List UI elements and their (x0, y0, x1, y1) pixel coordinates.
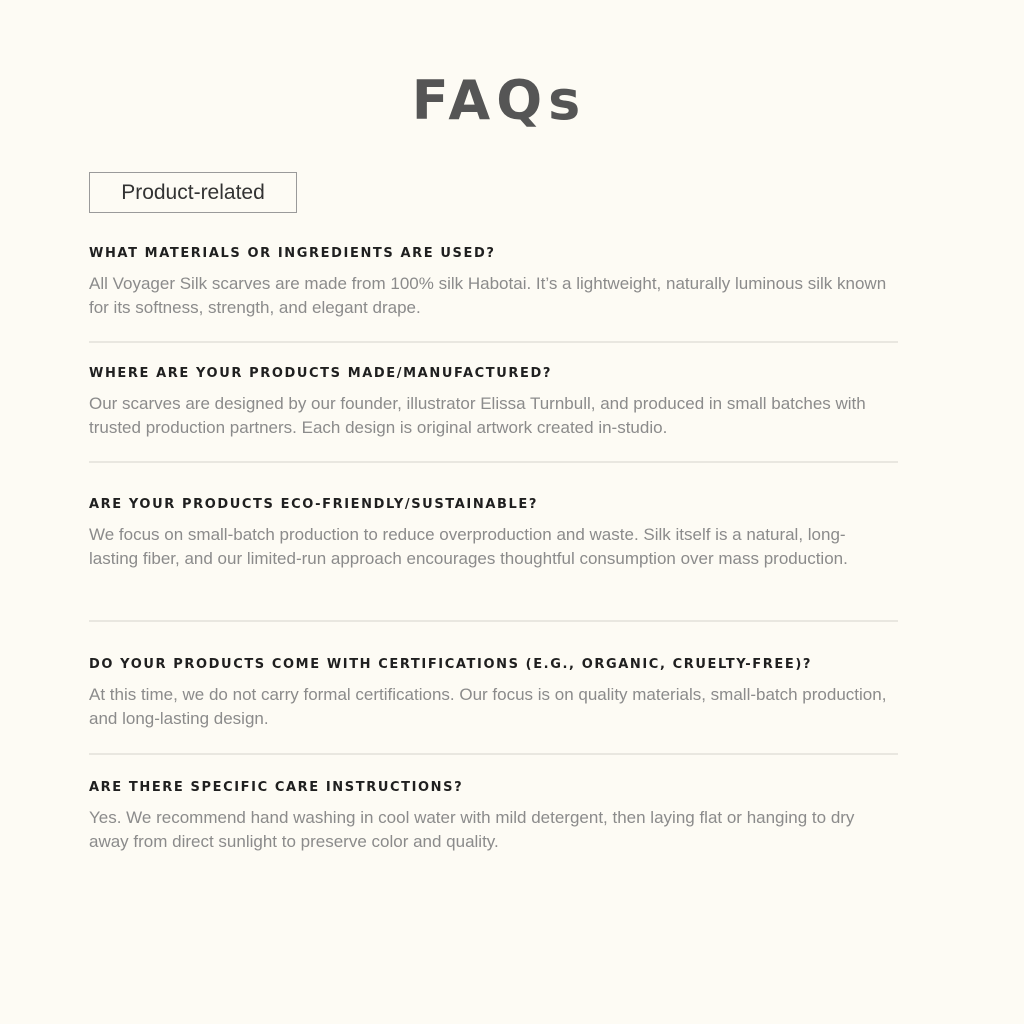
faq-question[interactable]: ARE YOUR PRODUCTS ECO-FRIENDLY/SUSTAINABLE? (89, 497, 539, 512)
faq-question[interactable]: WHERE ARE YOUR PRODUCTS MADE/MANUFACTURED? (89, 366, 553, 381)
faq-question[interactable]: ARE THERE SPECIFIC CARE INSTRUCTIONS? (89, 780, 464, 795)
faq-answer: Our scarves are designed by our founder, illustrator Elissa Turnbull, and produced in small batches with trusted production partners. Each design is original artwork created in-studio. (89, 394, 866, 437)
faq-divider (89, 753, 898, 755)
faq-question[interactable]: WHAT MATERIALS OR INGREDIENTS ARE USED? (89, 246, 496, 261)
faq-item (89, 245, 898, 320)
faq-item (89, 779, 898, 854)
faq-divider (89, 461, 898, 463)
faq-item (89, 656, 898, 731)
faq-divider (89, 341, 898, 343)
faq-answer: We focus on small-batch production to reduce overproduction and waste. Silk itself is a natural, long-lasting fiber, and our limited-run approach encourages thoughtful consumption over mass production. (89, 525, 848, 568)
faq-answer: All Voyager Silk scarves are made from 100% silk Habotai. It’s a lightweight, naturally luminous silk known for its softness, strength, and elegant drape. (89, 274, 887, 317)
faq-answer: At this time, we do not carry formal certifications. Our focus is on quality materials, small-batch production, and long-lasting design. (89, 685, 887, 728)
page-title: FAQs (411, 69, 587, 132)
category-tab-product-related[interactable]: Product-related (89, 172, 297, 213)
faq-item (89, 496, 898, 571)
faq-divider (89, 620, 898, 622)
faq-item (89, 365, 898, 440)
faq-question[interactable]: DO YOUR PRODUCTS COME WITH CERTIFICATIONS (E.G., ORGANIC, CRUELTY-FREE)? (89, 657, 813, 672)
faq-answer: Yes. We recommend hand washing in cool water with mild detergent, then laying flat or hanging to dry away from direct sunlight to preserve color and quality. (89, 808, 855, 851)
